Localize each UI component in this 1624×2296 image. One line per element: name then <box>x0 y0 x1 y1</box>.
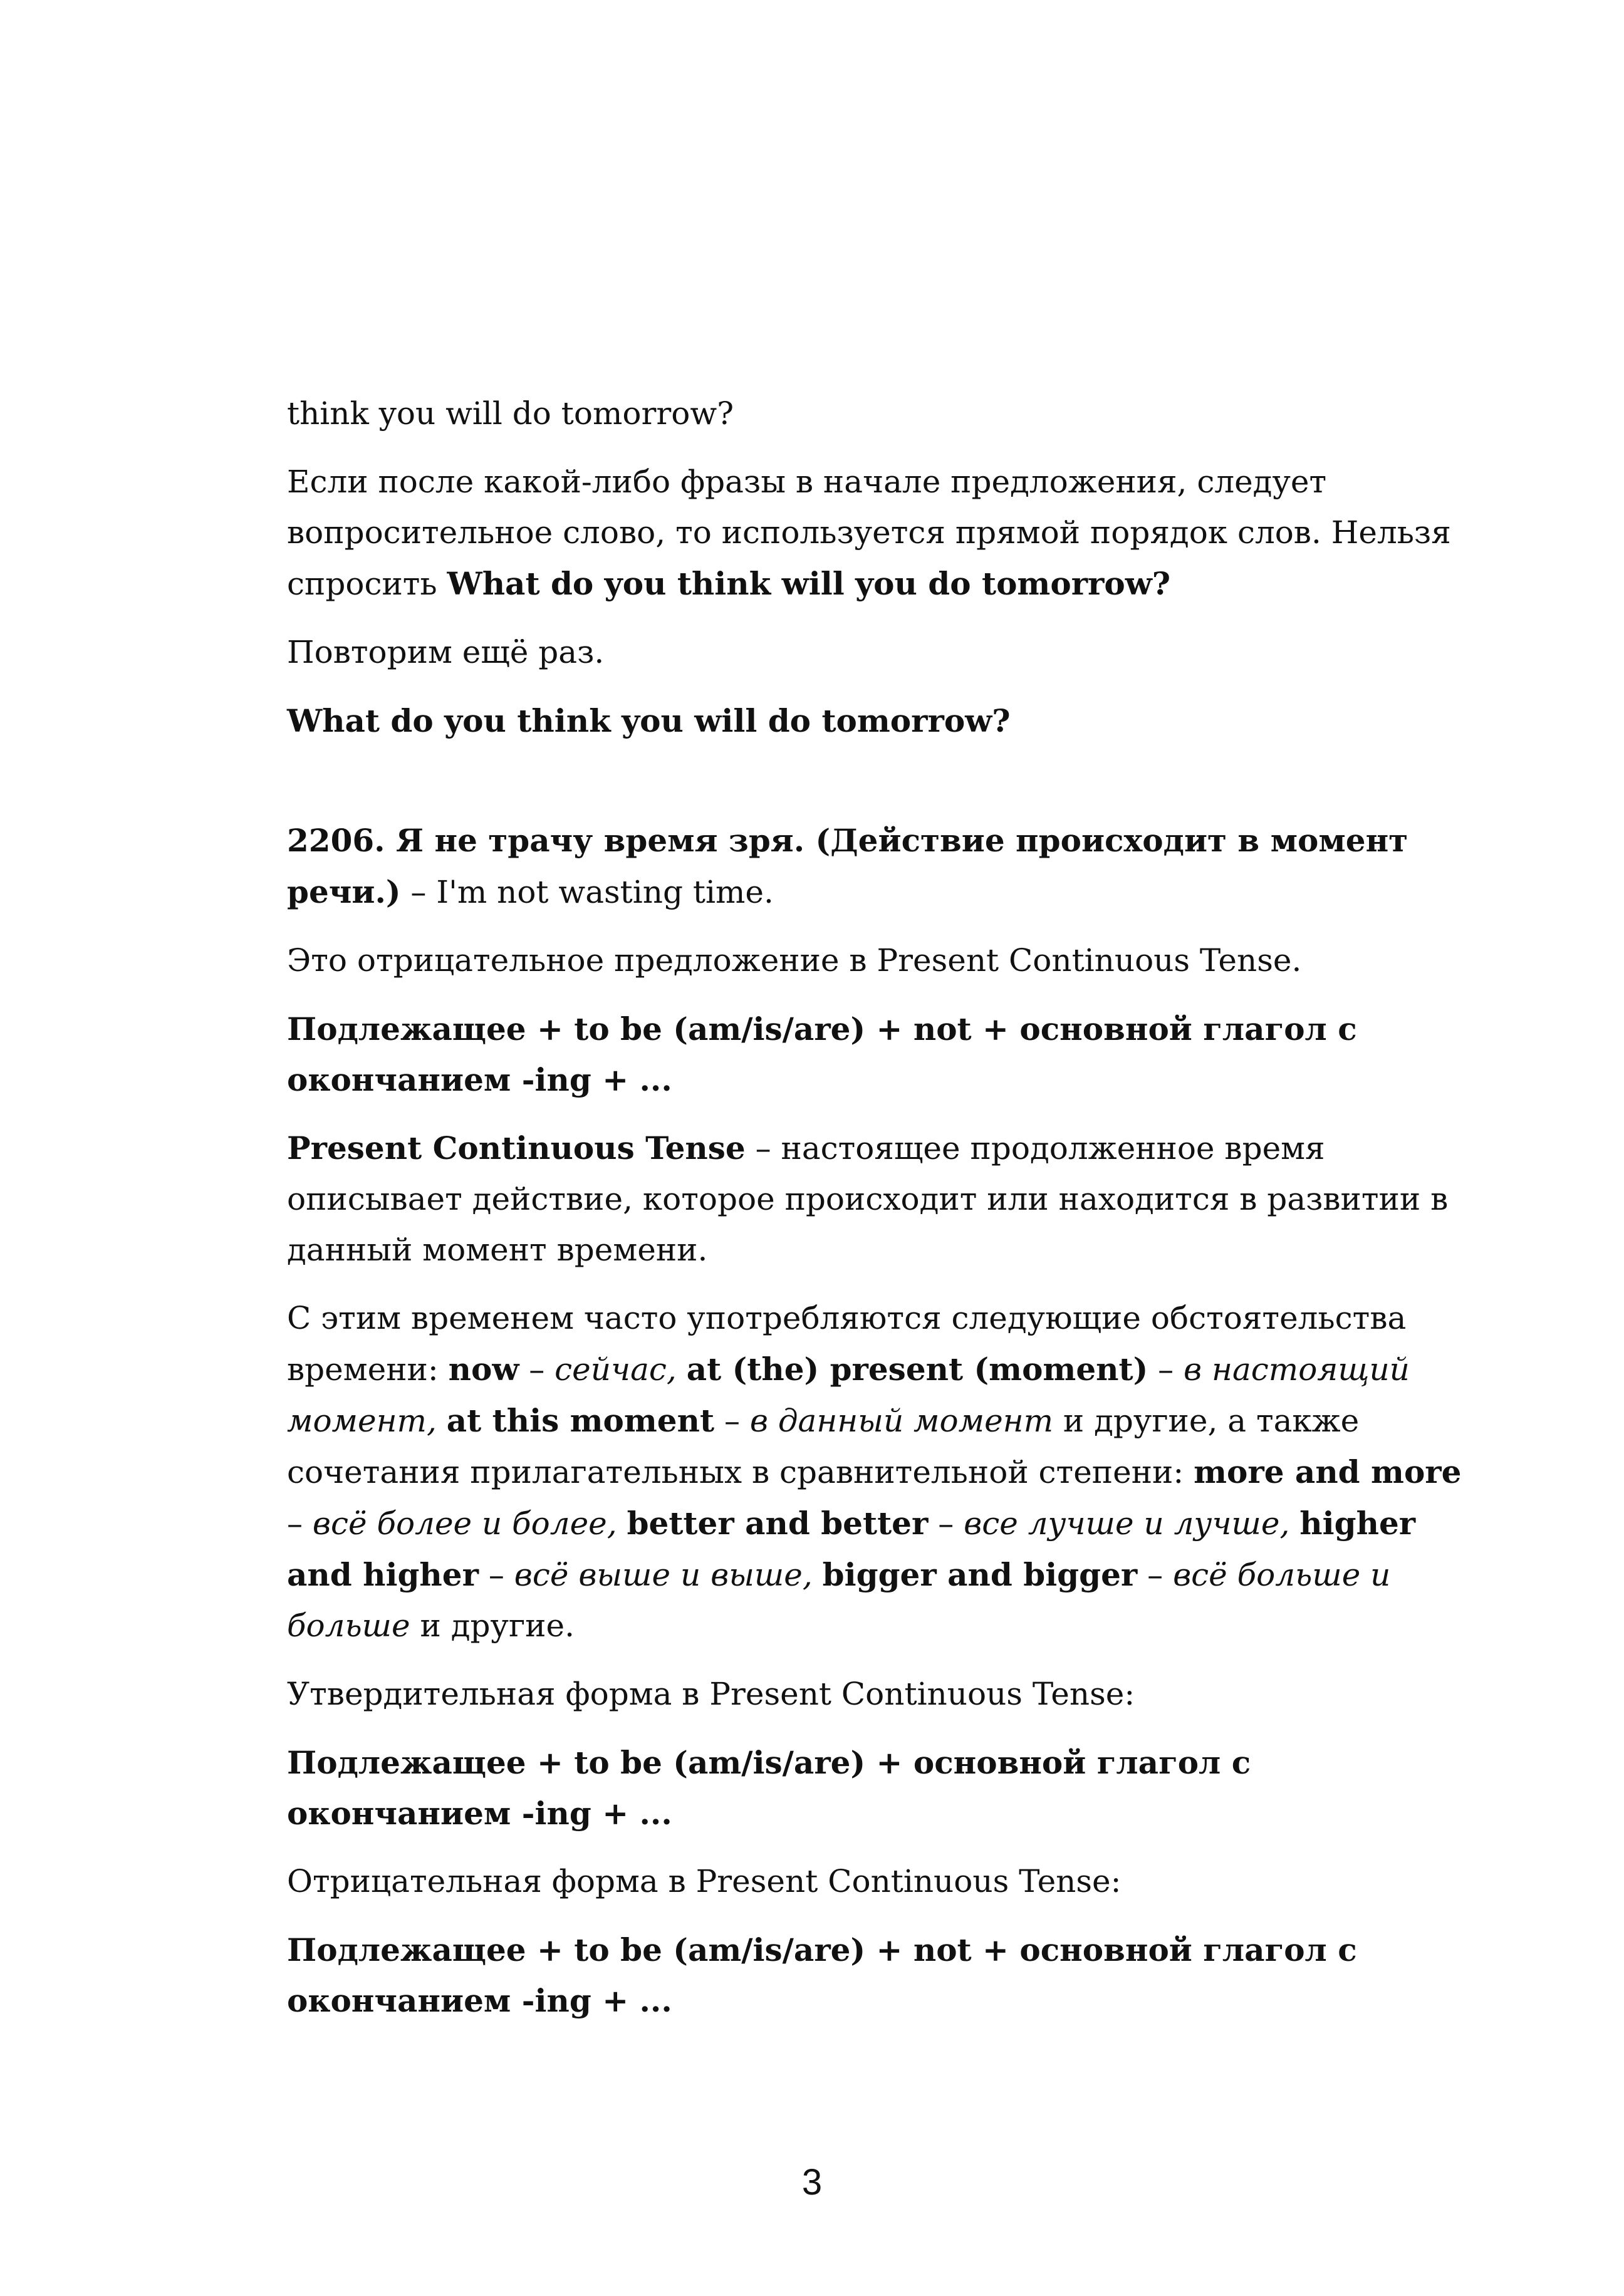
paragraph-time-markers: С этим временем часто употребляются следующие обстоятельства времени: now – сейчас, at (the) present (moment) – в настоящий момент, at this moment – в данный момент и другие, а также сочетания прилагательных в сравнительной степени: more and more – всё более и более, better and better – все лучше и лучше, higher and higher – всё выше и выше, bigger and bigger – всё больше и больше и другие. <box>287 1300 1462 1644</box>
paragraph-continuation: think you will do tomorrow? <box>287 395 734 432</box>
formula-affirmative: Подлежащее + to be (am/is/are) + основной глагол с окончанием -ing + ... <box>287 1744 1251 1832</box>
formula-negative-2: Подлежащее + to be (am/is/are) + not + основной глагол с окончанием -ing + ... <box>287 1931 1357 2019</box>
page-body <box>287 388 1477 2044</box>
wrong-example: What do you think will you do tomorrow? <box>447 565 1171 602</box>
paragraph-definition: Present Continuous Tense – настоящее продолженное время описывает действие, которое происходит или находится в развитии в данный момент времени. <box>287 1130 1449 1268</box>
page-number: 3 <box>801 2162 823 2203</box>
paragraph-sentence-type: Это отрицательное предложение в Present Continuous Tense. <box>287 942 1302 979</box>
paragraph-word-order-rule: Если после какой-либо фразы в начале предложения, следует вопросительное слово, то используется прямой порядок слов. Нельзя спросить What do you think will you do tomorrow? <box>287 464 1451 602</box>
correct-example: What do you think you will do tomorrow? <box>287 702 1011 739</box>
paragraph-affirmative-label: Утвердительная форма в Present Continuous Tense: <box>287 1676 1135 1712</box>
exercise-answer: – I'm not wasting time. <box>400 874 774 910</box>
paragraph-repeat: Повторим ещё раз. <box>287 634 605 670</box>
exercise-2206 <box>287 815 1477 918</box>
paragraph-negative-label: Отрицательная форма в Present Continuous Tense: <box>287 1863 1122 1899</box>
formula-negative-1: Подлежащее + to be (am/is/are) + not + основной глагол с окончанием -ing + ... <box>287 1010 1357 1098</box>
exercise-heading: 2206. Я не трачу время зря. (Действие происходит в момент речи.) <box>287 822 1408 910</box>
